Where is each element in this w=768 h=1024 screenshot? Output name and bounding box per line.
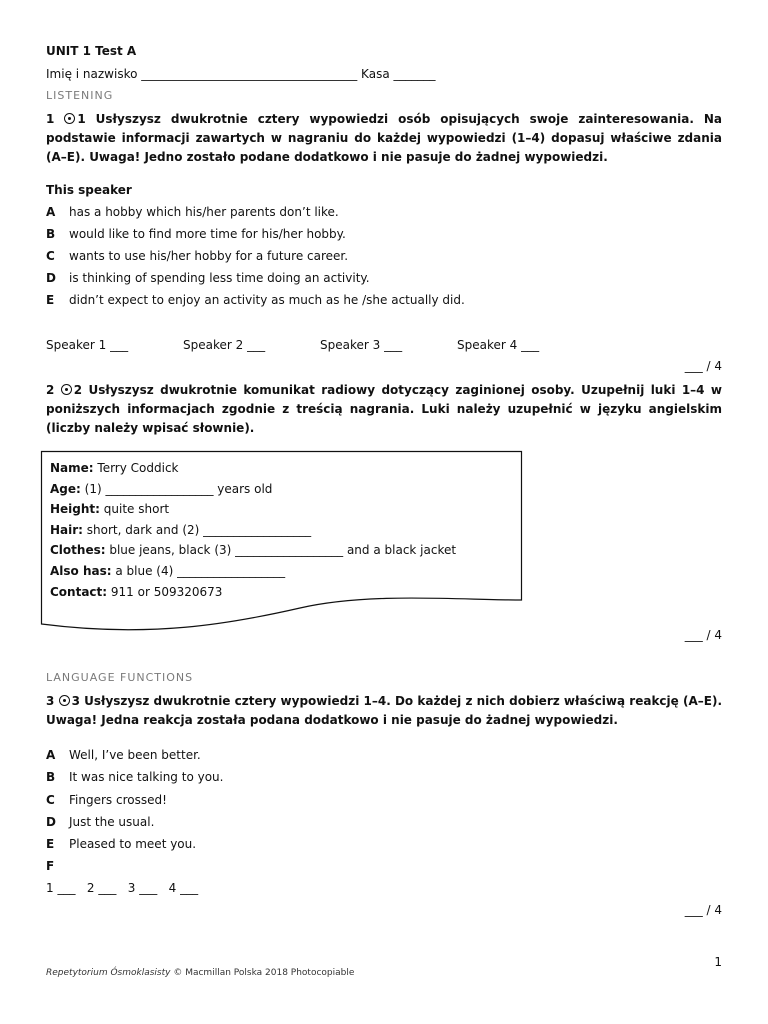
task1-number: 1 — [46, 112, 55, 126]
task1-score: ___ / 4 — [684, 359, 722, 373]
card-height — [50, 502, 169, 522]
option-letter: B — [46, 770, 56, 784]
option-text: Well, I’ve been better. — [69, 748, 201, 762]
task3-score: ___ / 4 — [684, 903, 722, 917]
card-label: Contact: — [50, 585, 108, 599]
option-text: Just the usual. — [69, 815, 155, 829]
option-letter: E — [46, 837, 55, 851]
card-name — [50, 461, 179, 481]
option-text: didn’t expect to enjoy an activity as much as he /she actually did. — [69, 293, 465, 307]
card-also-has — [50, 564, 285, 584]
speaker-2-answer[interactable]: Speaker 2 ___ — [183, 338, 266, 352]
card-hair — [50, 523, 311, 543]
task2-instruction — [46, 381, 722, 438]
footer-book-title: Repetytorium Ósmoklasisty — [46, 968, 171, 978]
task1-instruction-text: Usłyszysz dwukrotnie cztery wypowiedzi osób opisujących swoje zainteresowania. Na podstawie informacji zawartych w nagraniu do każdej wypowiedzi (1–4) dopasuj właściwe zdania (A–E). Uwaga! Jedno zostało podane dodatkowo i nie pasuje do żadnej wypowiedzi. — [46, 112, 723, 164]
task3-track: 3 — [71, 694, 80, 708]
card-value[interactable]: a blue (4) __________________ — [111, 564, 286, 578]
option-text: It was nice talking to you. — [69, 770, 224, 784]
task3-number: 3 — [46, 694, 55, 708]
task2-instruction-text: Usłyszysz dwukrotnie komunikat radiowy dotyczący zaginionej osoby. Uzupełnij luki 1–4 w poniższych informacjach zgodnie z treścią nagrania. Luki należy uzupełnić w języku angielskim (liczby należy wpisać słownie). — [46, 383, 722, 435]
option-letter: F — [46, 859, 55, 873]
speaker-1-answer[interactable]: Speaker 1 ___ — [46, 338, 129, 352]
task2-track: 2 — [73, 383, 83, 397]
name-line: Imię i nazwisko ____________________________________ Kasa _______ — [46, 67, 436, 81]
option-letter: E — [46, 293, 55, 307]
task3-answers[interactable]: 1 ___ 2 ___ 3 ___ 4 ___ — [46, 881, 199, 895]
option-text: is thinking of spending less time doing an activity. — [69, 271, 370, 285]
task2-score: ___ / 4 — [684, 628, 722, 642]
cd-icon — [61, 384, 72, 395]
card-label: Name: — [50, 461, 94, 475]
task2-number: 2 — [46, 383, 55, 397]
card-value[interactable]: (1) __________________ years old — [80, 482, 273, 496]
cd-icon — [59, 695, 70, 706]
section-heading-language-functions: LANGUAGE FUNCTIONS — [46, 671, 194, 684]
task3-instruction-text: Usłyszysz dwukrotnie cztery wypowiedzi 1–4. Do każdej z nich dobierz właściwą reakcję (A–E). Uwaga! Jedna reakcja została podana dodatkowo i nie pasuje do żadnej wypowiedzi. — [46, 694, 722, 727]
option-text: Fingers crossed! — [69, 793, 167, 807]
task1-track: 1 — [77, 112, 86, 126]
task1-lead: This speaker — [46, 183, 132, 197]
card-value: 911 or 509320673 — [107, 585, 223, 599]
option-text: Pleased to meet you. — [69, 837, 197, 851]
option-letter: D — [46, 271, 56, 285]
card-label: Hair: — [50, 523, 83, 537]
card-label: Also has: — [50, 564, 112, 578]
footer-copyright-text: © Macmillan Polska 2018 Photocopiable — [170, 968, 355, 978]
card-label: Age: — [50, 482, 81, 496]
option-letter: A — [46, 748, 56, 762]
test-title: UNIT 1 Test A — [46, 44, 137, 58]
option-text: would like to find more time for his/her hobby. — [69, 227, 346, 241]
card-value[interactable]: short, dark and (2) __________________ — [82, 523, 312, 537]
page-number: 1 — [714, 955, 722, 969]
card-label: Clothes: — [50, 543, 106, 557]
card-value: Terry Coddick — [93, 461, 179, 475]
option-text: wants to use his/her hobby for a future career. — [69, 249, 349, 263]
card-clothes — [50, 543, 456, 563]
section-heading-listening: LISTENING — [46, 89, 114, 102]
speaker-3-answer[interactable]: Speaker 3 ___ — [320, 338, 403, 352]
speaker-4-answer[interactable]: Speaker 4 ___ — [457, 338, 540, 352]
option-letter: C — [46, 793, 55, 807]
card-age — [50, 482, 272, 502]
option-letter: C — [46, 249, 55, 263]
card-label: Height: — [50, 502, 100, 516]
card-contact — [50, 585, 222, 605]
footer-copyright — [46, 968, 354, 978]
option-letter: D — [46, 815, 56, 829]
option-letter: A — [46, 205, 56, 219]
task3-instruction — [46, 692, 722, 730]
card-value[interactable]: blue jeans, black (3) __________________ and a black jacket — [105, 543, 457, 557]
cd-icon — [64, 113, 75, 124]
option-letter: B — [46, 227, 56, 241]
task1-instruction — [46, 110, 722, 167]
option-text: has a hobby which his/her parents don’t like. — [69, 205, 339, 219]
card-value: quite short — [99, 502, 170, 516]
